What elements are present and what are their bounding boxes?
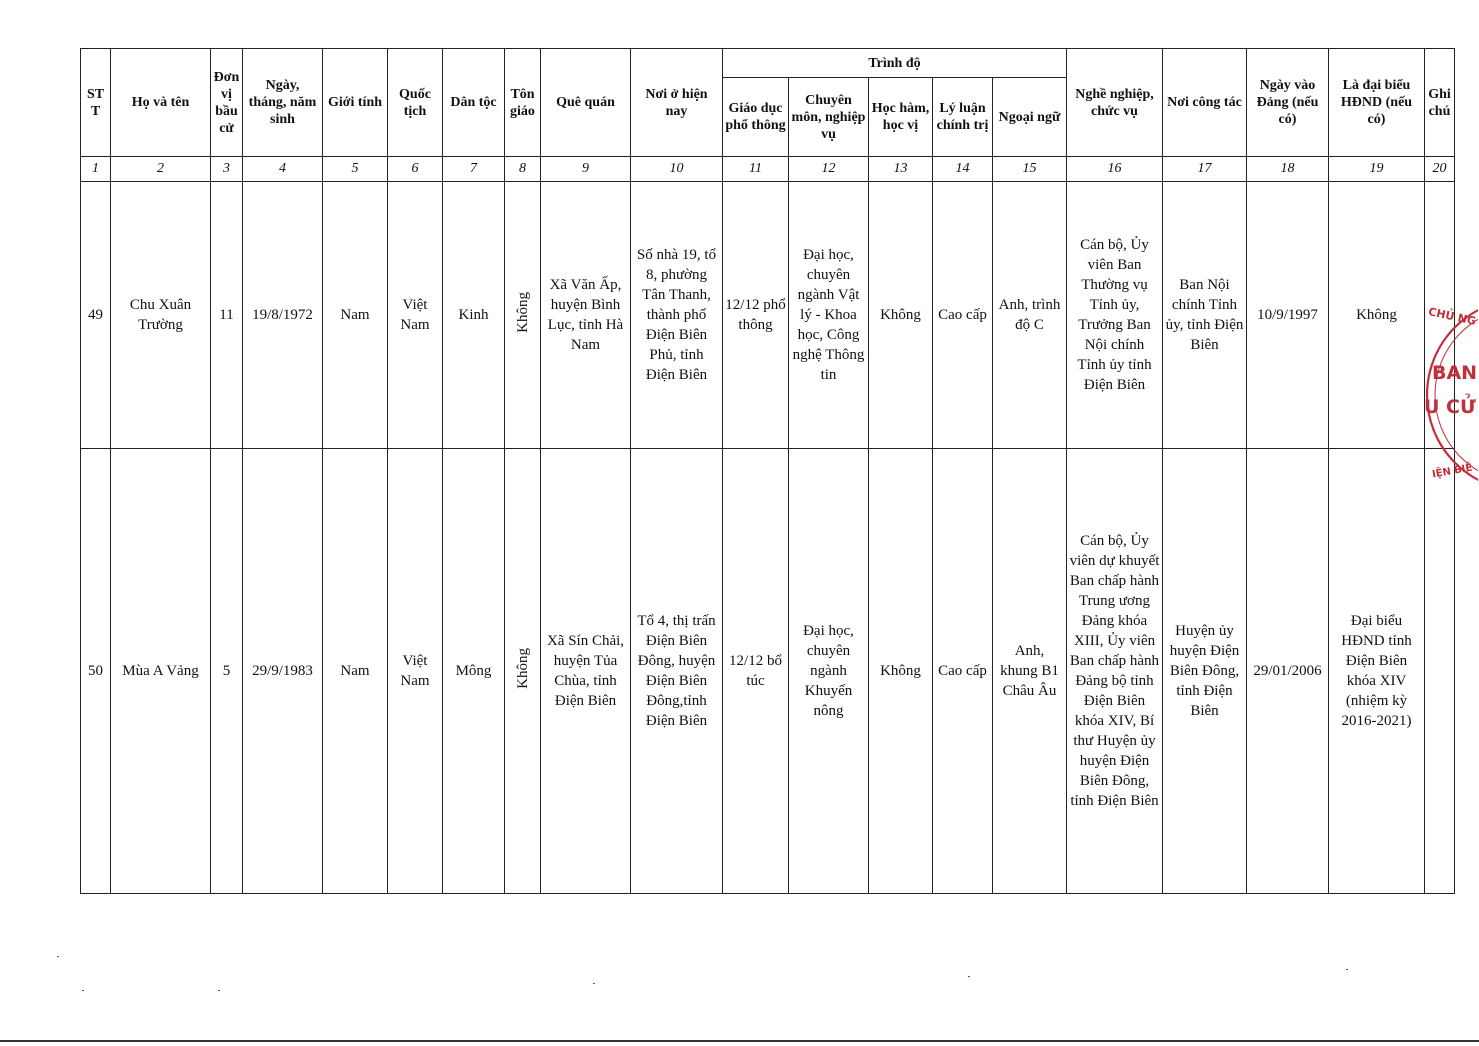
header-political-theory: Lý luận chính trị [933, 78, 993, 157]
cell-delegate: Đại biểu HĐND tỉnh Điện Biên khóa XIV (nhiệm kỳ 2016-2021) [1329, 449, 1425, 894]
cell-stt: 49 [81, 182, 111, 449]
column-number: 12 [789, 157, 869, 182]
column-number: 19 [1329, 157, 1425, 182]
cell-occupation: Cán bộ, Ủy viên Ban Thường vụ Tỉnh ủy, Trưởng Ban Nội chính Tỉnh ủy tỉnh Điện Biên [1067, 182, 1163, 449]
header-hometown: Quê quán [541, 49, 631, 157]
cell-hometown: Xã Sín Chải, huyện Tủa Chùa, tỉnh Điện Biên [541, 449, 631, 894]
column-number: 15 [993, 157, 1067, 182]
cell-party-date: 10/9/1997 [1247, 182, 1329, 449]
column-number: 20 [1425, 157, 1455, 182]
scan-speck [57, 956, 59, 957]
header-delegate: Là đại biểu HĐND (nếu có) [1329, 49, 1425, 157]
cell-foreign-language: Anh, trình độ C [993, 182, 1067, 449]
stamp-text-bottom: IỆN BIÊ [1431, 462, 1474, 481]
column-number: 11 [723, 157, 789, 182]
cell-nationality: Việt Nam [388, 449, 443, 894]
cell-delegate: Không [1329, 182, 1425, 449]
column-number: 8 [505, 157, 541, 182]
cell-stt: 50 [81, 449, 111, 894]
cell-hometown: Xã Văn Ấp, huyện Bình Lục, tỉnh Hà Nam [541, 182, 631, 449]
page-bottom-edge [0, 1040, 1479, 1042]
scan-speck [968, 976, 970, 977]
cell-name: Chu Xuân Trường [111, 182, 211, 449]
column-number: 1 [81, 157, 111, 182]
cell-name: Mùa A Vảng [111, 449, 211, 894]
scan-speck [218, 990, 220, 991]
cell-birthdate: 19/8/1972 [243, 182, 323, 449]
cell-unit: 5 [211, 449, 243, 894]
column-number: 17 [1163, 157, 1247, 182]
column-number: 14 [933, 157, 993, 182]
column-number-row [81, 157, 1455, 182]
column-number: 2 [111, 157, 211, 182]
header-education-group: Trình độ [723, 49, 1067, 78]
cell-political-theory: Cao cấp [933, 449, 993, 894]
header-name: Họ và tên [111, 49, 211, 157]
header-unit: Đơn vị bầu cử [211, 49, 243, 157]
cell-academic-degree: Không [869, 182, 933, 449]
cell-residence: Tổ 4, thị trấn Điện Biên Đông, huyện Điện Biên Đông,tỉnh Điện Biên [631, 449, 723, 894]
table-row [81, 182, 1455, 449]
religion-value: Không [514, 647, 531, 689]
column-number: 7 [443, 157, 505, 182]
column-number: 5 [323, 157, 388, 182]
cell-residence: Số nhà 19, tổ 8, phường Tân Thanh, thành phố Điện Biên Phủ, tỉnh Điện Biên [631, 182, 723, 449]
header-party-date: Ngày vào Đảng (nếu có) [1247, 49, 1329, 157]
cell-religion [505, 449, 541, 894]
stamp-text-top: CHỦ NG [1427, 305, 1478, 328]
header-specialization: Chuyên môn, nghiệp vụ [789, 78, 869, 157]
scan-speck [593, 983, 595, 984]
stamp-text-ban: BAN [1432, 362, 1478, 384]
scan-speck [1346, 969, 1348, 970]
cell-general-education: 12/12 phổ thông [723, 182, 789, 449]
cell-ethnicity: Mông [443, 449, 505, 894]
column-number: 6 [388, 157, 443, 182]
religion-value: Không [514, 291, 531, 333]
cell-political-theory: Cao cấp [933, 182, 993, 449]
cell-religion [505, 182, 541, 449]
header-general-education: Giáo dục phổ thông [723, 78, 789, 157]
header-ethnicity: Dân tộc [443, 49, 505, 157]
cell-general-education: 12/12 bổ túc [723, 449, 789, 894]
cell-gender: Nam [323, 182, 388, 449]
cell-workplace: Ban Nội chính Tỉnh ủy, tỉnh Điện Biên [1163, 182, 1247, 449]
header-stt: ST T [81, 49, 111, 157]
header-notes: Ghi chú [1425, 49, 1455, 157]
official-stamp [1418, 290, 1478, 500]
header-row-top [81, 49, 1455, 78]
header-workplace: Nơi công tác [1163, 49, 1247, 157]
cell-gender: Nam [323, 449, 388, 894]
header-gender: Giới tính [323, 49, 388, 157]
cell-notes [1425, 449, 1455, 894]
header-academic-degree: Học hàm, học vị [869, 78, 933, 157]
cell-occupation: Cán bộ, Ủy viên dự khuyết Ban chấp hành Trung ương Đảng khóa XIII, Ủy viên Ban chấp hành Đảng bộ tỉnh Điện Biên khóa XIV, Bí thư Huyện ủy huyện Điện Biên Đông, tỉnh Điện Biên [1067, 449, 1163, 894]
header-residence: Nơi ở hiện nay [631, 49, 723, 157]
cell-foreign-language: Anh, khung B1 Châu Âu [993, 449, 1067, 894]
cell-birthdate: 29/9/1983 [243, 449, 323, 894]
cell-unit: 11 [211, 182, 243, 449]
column-number: 10 [631, 157, 723, 182]
cell-nationality: Việt Nam [388, 182, 443, 449]
column-number: 16 [1067, 157, 1163, 182]
header-occupation: Nghề nghiệp, chức vụ [1067, 49, 1163, 157]
column-number: 13 [869, 157, 933, 182]
header-birthdate: Ngày, tháng, năm sinh [243, 49, 323, 157]
column-number: 3 [211, 157, 243, 182]
scan-speck [82, 990, 84, 991]
header-nationality: Quốc tịch [388, 49, 443, 157]
cell-ethnicity: Kinh [443, 182, 505, 449]
column-number: 9 [541, 157, 631, 182]
cell-workplace: Huyện ủy huyện Điện Biên Đông, tỉnh Điện Biên [1163, 449, 1247, 894]
cell-specialization: Đại học, chuyên ngành Khuyến nông [789, 449, 869, 894]
table-row [81, 449, 1455, 894]
cell-academic-degree: Không [869, 449, 933, 894]
candidate-table [80, 48, 1455, 894]
column-number: 4 [243, 157, 323, 182]
header-foreign-language: Ngoại ngữ [993, 78, 1067, 157]
column-number: 18 [1247, 157, 1329, 182]
cell-specialization: Đại học, chuyên ngành Vật lý - Khoa học, Công nghệ Thông tin [789, 182, 869, 449]
cell-party-date: 29/01/2006 [1247, 449, 1329, 894]
stamp-text-cu: U CỬ [1424, 396, 1476, 418]
header-religion: Tôn giáo [505, 49, 541, 157]
